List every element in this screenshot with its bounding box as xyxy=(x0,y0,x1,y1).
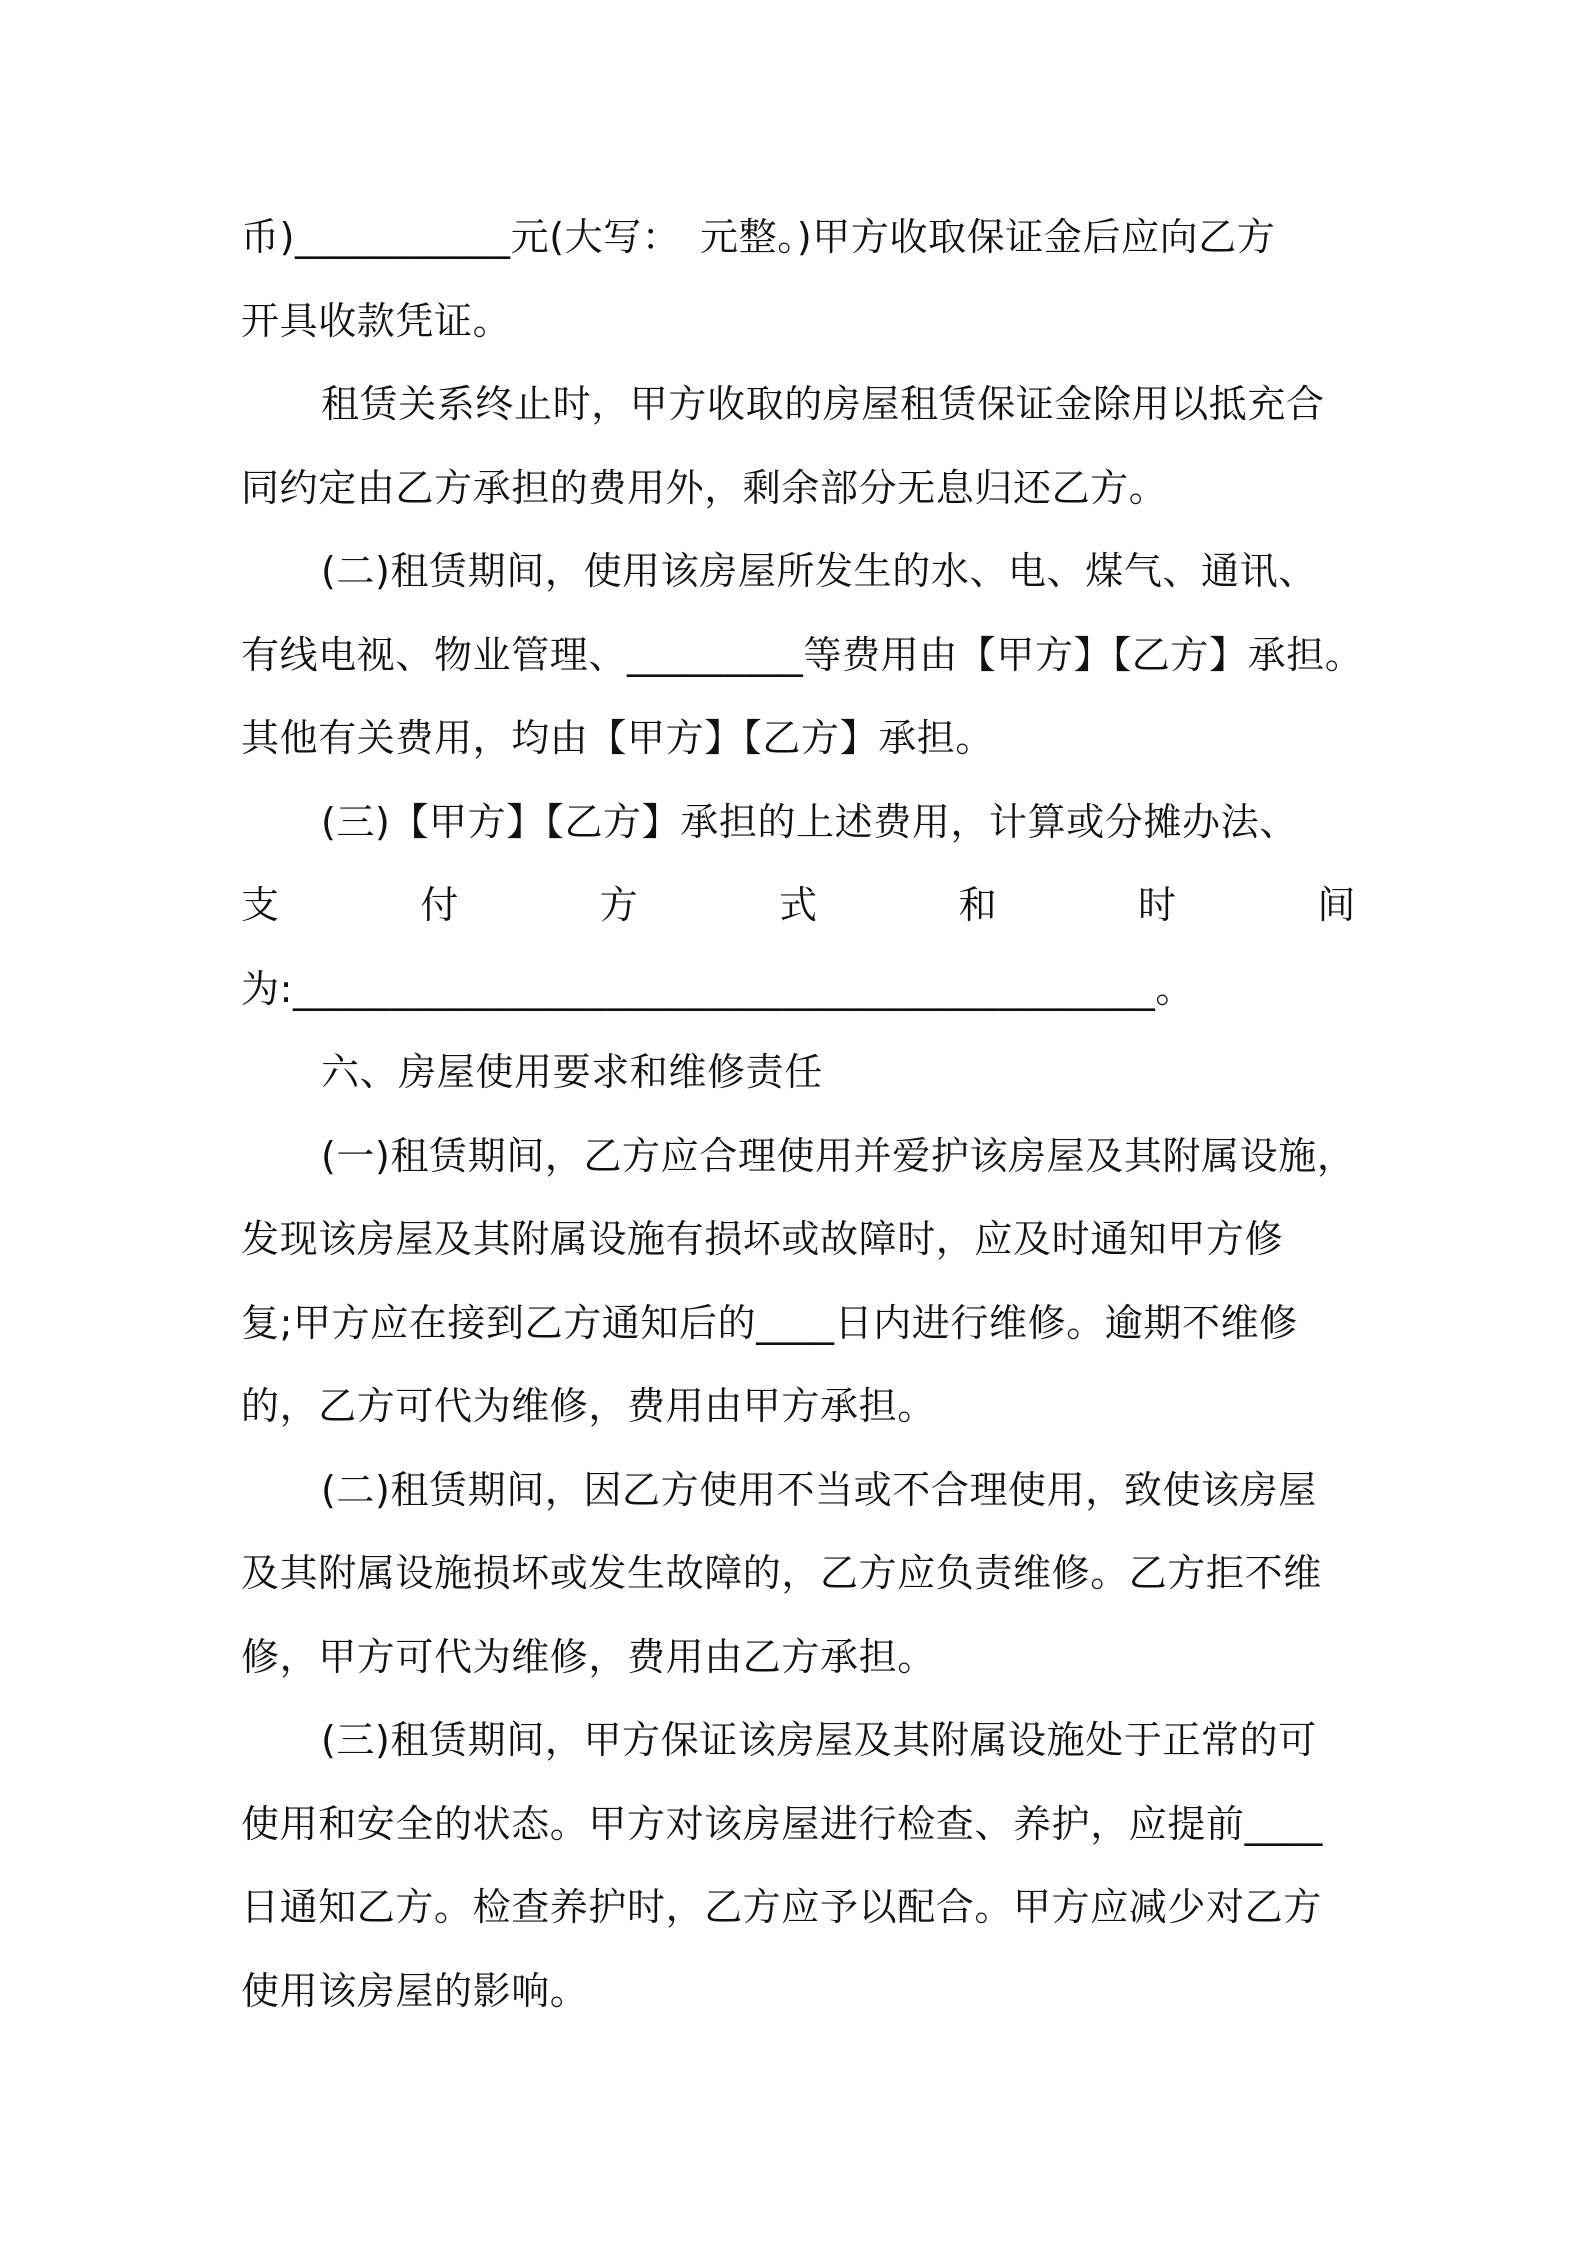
paragraph-line: (二)租赁期间，使用该房屋所发生的水、电、煤气、通讯、 xyxy=(321,549,1317,593)
spread-char: 方 xyxy=(599,883,639,927)
text-line: 使用该房屋的影响。 xyxy=(241,1968,589,2013)
text-line: 其他有关费用，均由【甲方】【乙方】承担。 xyxy=(241,716,995,760)
text-line: 同约定由乙方承担的费用外，剩余部分无息归还乙方。 xyxy=(241,465,1168,510)
spread-char: 支 xyxy=(241,883,280,927)
paragraph-line: (二)租赁期间，因乙方使用不当或不合理使用，致使该房屋 xyxy=(321,1467,1317,1512)
paragraph-line: (三)【甲方】【乙方】承担的上述费用，计算或分摊办法、 xyxy=(321,799,1298,844)
document-body xyxy=(241,196,1364,2033)
text-line: 发现该房屋及其附属设施有损坏或故障时，应及时通知甲方修 xyxy=(241,1217,1284,1261)
text-line: 开具收款凭证。 xyxy=(241,298,512,343)
text-line: 的，乙方可代为维修，费用由甲方承担。 xyxy=(241,1384,936,1428)
paragraph-line: (一)租赁期间，乙方应合理使用并爱护该房屋及其附属设施， xyxy=(321,1133,1356,1178)
spread-text-line xyxy=(241,864,1356,948)
text-line: 有线电视、物业管理、_________等费用由【甲方】【乙方】承担。 xyxy=(241,632,1364,677)
spread-char: 时 xyxy=(1137,883,1177,927)
paragraph-line: (三)租赁期间，甲方保证该房屋及其附属设施处于正常的可 xyxy=(321,1718,1317,1762)
section-heading: 六、房屋使用要求和维修责任 xyxy=(321,1050,823,1094)
paragraph-line: 租赁关系终止时，甲方收取的房屋租赁保证金除用以抵充合 xyxy=(321,382,1325,426)
text-line: 币)___________元(大写： 元整。)甲方收取保证金后应向乙方 xyxy=(241,215,1276,259)
spread-char: 间 xyxy=(1317,883,1356,927)
spread-char: 付 xyxy=(420,883,459,927)
spread-char: 和 xyxy=(958,883,998,927)
text-line: 使用和安全的状态。甲方对该房屋进行检查、养护，应提前____ xyxy=(241,1801,1324,1846)
text-line: 修，甲方可代为维修，费用由乙方承担。 xyxy=(241,1634,936,1679)
text-line: 及其附属设施损坏或发生故障的，乙方应负责维修。乙方拒不维 xyxy=(241,1551,1322,1595)
text-line: 日通知乙方。检查养护时，乙方应予以配合。甲方应减少对乙方 xyxy=(241,1885,1322,1929)
text-line: 复;甲方应在接到乙方通知后的____日内进行维修。逾期不维修 xyxy=(241,1300,1298,1345)
spread-char: 式 xyxy=(779,883,818,927)
text-line: 为:____________________________________________。 xyxy=(241,966,1195,1011)
